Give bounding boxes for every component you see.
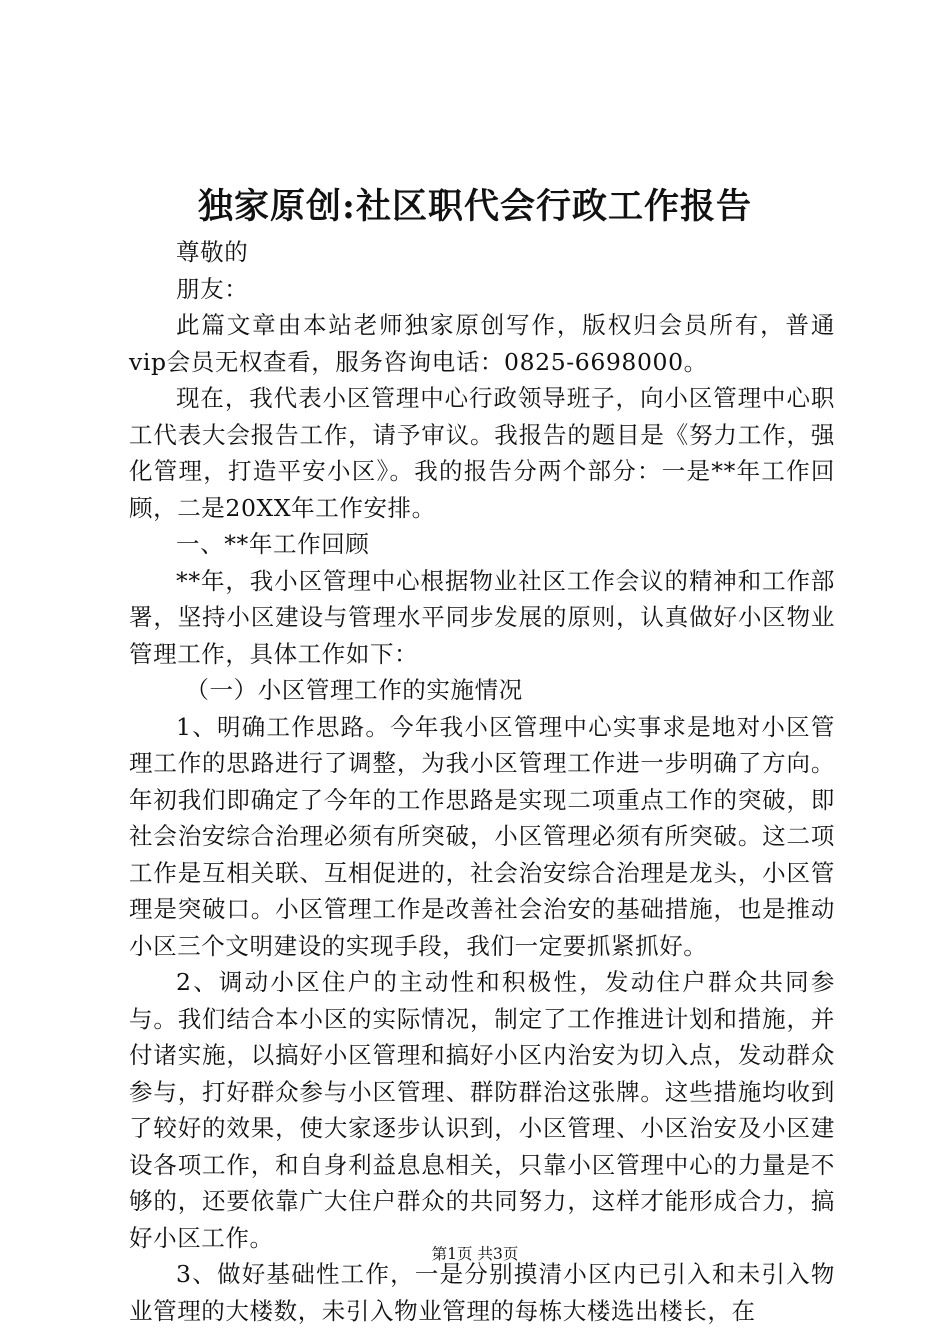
paragraph-copyright-notice: 此篇文章由本站老师独家原创写作，版权归会员所有，普通vip会员无权查看，服务咨询电话：0825-6698000。: [129, 311, 835, 376]
paragraph-salutation-2: 朋友：: [176, 274, 249, 303]
section-heading-review: 一、**年工作回顾: [176, 530, 370, 558]
paragraph-item-1: 1、明确工作思路。今年我小区管理中心实事求是地对小区管理工作的思路进行了调整，为我小区管理工作进一步明确了方向。年初我们即确定了今年的工作思路是实现二项重点工作的突破，即社会治安综合治理必须有所突破，小区管理必须有所突破。这二项工作是互相关联、互相促进的，社会治安综合治理是龙头，小区管理是突破口。小区管理工作是改善社会治安的基础措施，也是推动小区三个文明建设的实现手段，我们一定要抓紧抓好。: [129, 712, 835, 960]
subsection-heading-implementation: （一）小区管理工作的实施情况: [185, 676, 523, 704]
paragraph-salutation-1: 尊敬的: [176, 238, 249, 266]
paragraph-item-2: 2、调动小区住户的主动性和积极性，发动住户群众共同参与。我们结合本小区的实际情况，制定了工作推进计划和措施，并付诸实施，以搞好小区管理和搞好小区内治安为切入点，发动群众参与，打好群众参与小区管理、群防群治这张牌。这些措施均收到了较好的效果，使大家逐步认识到，小区管理、小区治安及小区建设各项工作，和自身利益息息相关，只靠小区管理中心的力量是不够的，还要依靠广大住户群众的共同努力，这样才能形成合力，搞好小区工作。: [129, 968, 835, 1252]
paragraph-introduction: 现在，我代表小区管理中心行政领导班子，向小区管理中心职工代表大会报告工作，请予审议。我报告的题目是《努力工作，强化管理，打造平安小区》。我的报告分两个部分：一是**年工作回顾，二是20XX年工作安排。: [129, 384, 835, 522]
document-title: 独家原创:社区职代会行政工作报告: [198, 186, 752, 227]
page-number-footer: 第1页 共3页: [431, 1245, 519, 1263]
paragraph-item-3: 3、做好基础性工作，一是分别摸清小区内已引入和未引入物业管理的大楼数，未引入物业管理的每栋大楼选出楼长，在: [129, 1260, 835, 1325]
document-body: [129, 234, 835, 1329]
paragraph-review-summary: **年，我小区管理中心根据物业社区工作会议的精神和工作部署，坚持小区建设与管理水平同步发展的原则，认真做好小区物业管理工作，具体工作如下：: [129, 566, 835, 668]
